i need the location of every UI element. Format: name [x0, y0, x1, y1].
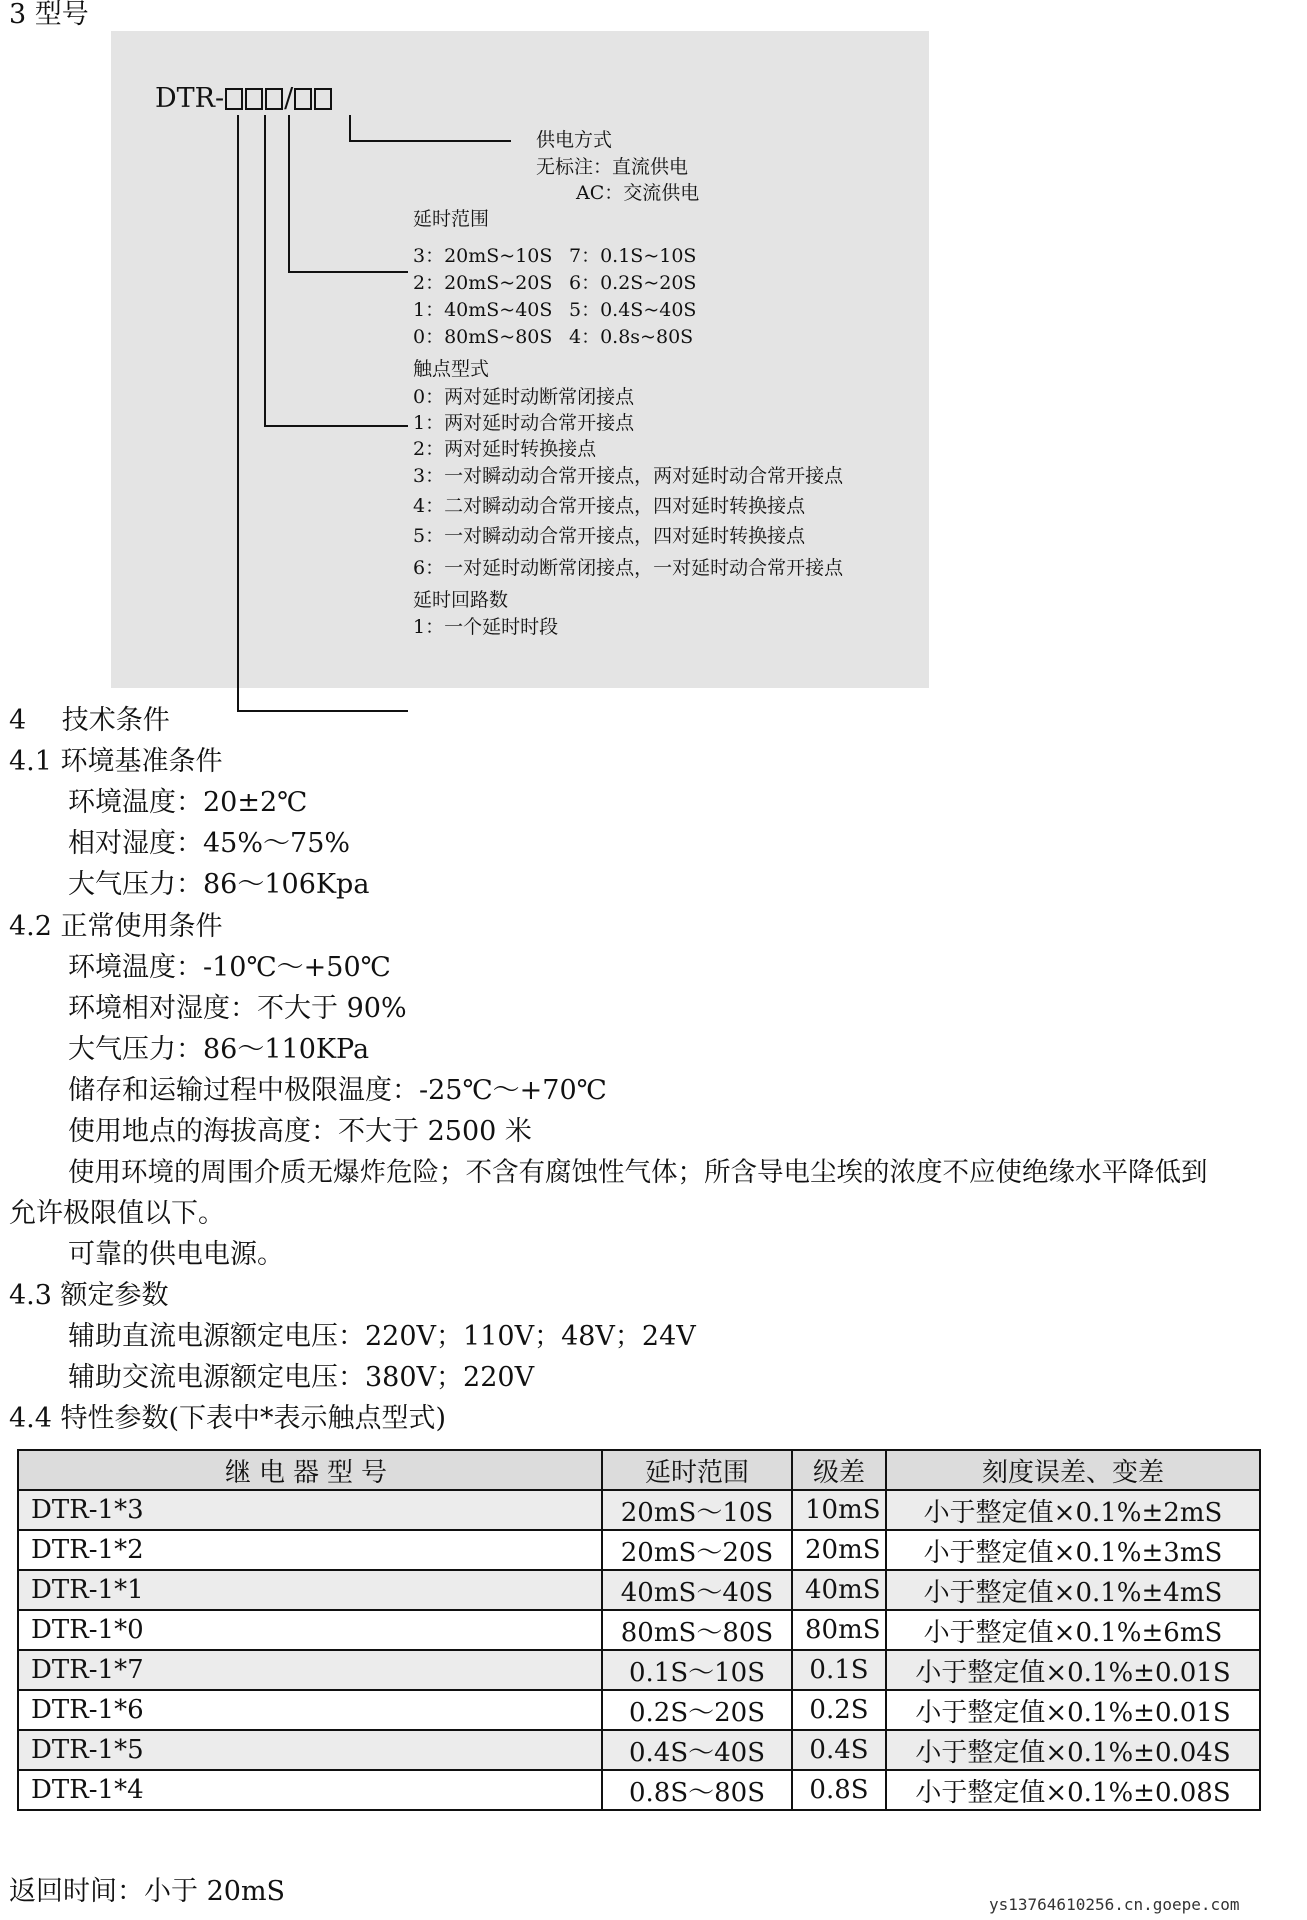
range-row: 5：0.4S~40S — [569, 299, 697, 321]
table-cell: DTR-1*7 — [18, 1650, 602, 1690]
table-cell: 0.1S — [792, 1650, 886, 1690]
table-cell: 小于整定值×0.1%±6mS — [886, 1610, 1260, 1650]
power-label: 供电方式 — [536, 129, 613, 151]
section-3-heading: 3 型号 — [9, 0, 89, 30]
contact-item: 4：二对瞬动动合常开接点，四对延时转换接点 — [413, 495, 806, 517]
table-header-row — [18, 1450, 1260, 1490]
range-row: 1：40mS~40S — [413, 299, 553, 321]
range-row: 7：0.1S~10S — [569, 245, 697, 267]
section-4-heading: 4 技术条件 — [9, 705, 170, 736]
code-box-2 — [245, 88, 263, 110]
return-time: 返回时间：小于 20mS — [9, 1876, 286, 1907]
characteristics-table — [17, 1449, 1261, 1811]
table-row — [18, 1650, 1260, 1690]
table-cell: 0.1S～10S — [602, 1650, 792, 1690]
model-code — [155, 83, 333, 115]
circuit-connector-h — [237, 710, 408, 712]
model-slash: / — [284, 83, 294, 114]
table-cell: 20mS～10S — [602, 1490, 792, 1530]
body-paragraph: 使用环境的周围介质无爆炸危险；不含有腐蚀性气体；所含导电尘埃的浓度不应使绝缘水平降低到 — [68, 1157, 1208, 1188]
table-cell: 80mS — [792, 1610, 886, 1650]
body-line: 环境温度：-10℃～+50℃ — [68, 952, 391, 983]
body-line: 环境相对湿度：不大于 90% — [68, 993, 407, 1024]
section-4-4-heading: 4.4 特性参数(下表中*表示触点型式) — [9, 1403, 447, 1434]
range-row: 4：0.8s~80S — [569, 326, 694, 348]
range-row: 0：80mS~80S — [413, 326, 553, 348]
contact-item: 3：一对瞬动动合常开接点，两对延时动合常开接点 — [413, 465, 844, 487]
table-cell: 小于整定值×0.1%±2mS — [886, 1490, 1260, 1530]
table-cell: 小于整定值×0.1%±0.08S — [886, 1770, 1260, 1810]
range-connector-v — [288, 115, 290, 273]
model-prefix: DTR- — [155, 83, 225, 114]
body-line: 相对湿度：45%～75% — [68, 828, 351, 859]
range-connector-h — [288, 271, 408, 273]
code-box-1 — [225, 88, 243, 110]
table-cell: 小于整定值×0.1%±3mS — [886, 1530, 1260, 1570]
table-cell: 小于整定值×0.1%±0.04S — [886, 1730, 1260, 1770]
body-line: 大气压力：86～106Kpa — [68, 869, 370, 900]
body-line: 可靠的供电电源。 — [68, 1239, 284, 1270]
table-cell: DTR-1*3 — [18, 1490, 602, 1530]
table-cell: 0.8S～80S — [602, 1770, 792, 1810]
range-row: 2：20mS~20S — [413, 272, 553, 294]
table-cell: 0.2S～20S — [602, 1690, 792, 1730]
section-4-3-heading: 4.3 额定参数 — [9, 1280, 169, 1311]
power-connector-h — [349, 140, 511, 142]
contact-item: 0：两对延时动断常闭接点 — [413, 386, 635, 408]
table-header: 刻度误差、变差 — [886, 1450, 1260, 1490]
table-row — [18, 1690, 1260, 1730]
table-cell: 小于整定值×0.1%±0.01S — [886, 1650, 1260, 1690]
body-line: 储存和运输过程中极限温度：-25℃～+70℃ — [68, 1075, 607, 1106]
code-box-5 — [314, 88, 332, 110]
table-cell: 0.4S～40S — [602, 1730, 792, 1770]
model-code-diagram — [111, 31, 929, 688]
table-cell: DTR-1*0 — [18, 1610, 602, 1650]
contact-label: 触点型式 — [413, 358, 490, 380]
body-line: 辅助交流电源额定电压：380V；220V — [68, 1362, 535, 1393]
table-row — [18, 1730, 1260, 1770]
code-box-4 — [294, 88, 312, 110]
contact-item: 6：一对延时动断常闭接点，一对延时动合常开接点 — [413, 557, 844, 579]
table-row — [18, 1490, 1260, 1530]
table-cell: 40mS～40S — [602, 1570, 792, 1610]
table-row — [18, 1530, 1260, 1570]
table-cell: 小于整定值×0.1%±0.01S — [886, 1690, 1260, 1730]
power-option-dc: 无标注：直流供电 — [536, 156, 689, 178]
table-cell: 0.8S — [792, 1770, 886, 1810]
contact-item: 5：一对瞬动动合常开接点，四对延时转换接点 — [413, 525, 806, 547]
power-connector-v — [349, 115, 351, 142]
contact-connector-h — [264, 425, 408, 427]
contact-connector-v — [264, 115, 266, 427]
section-4-2-heading: 4.2 正常使用条件 — [9, 911, 223, 942]
body-line: 辅助直流电源额定电压：220V；110V；48V；24V — [68, 1321, 696, 1352]
table-header: 级差 — [792, 1450, 886, 1490]
contact-item: 2：两对延时转换接点 — [413, 438, 597, 460]
table-header: 延时范围 — [602, 1450, 792, 1490]
table-cell: 10mS — [792, 1490, 886, 1530]
table-cell: 20mS — [792, 1530, 886, 1570]
range-row: 3：20mS~10S — [413, 245, 553, 267]
table-row — [18, 1610, 1260, 1650]
code-box-3 — [265, 88, 283, 110]
watermark-url: ys13764610256.cn.goepe.com — [989, 1895, 1240, 1914]
table-cell: 0.2S — [792, 1690, 886, 1730]
contact-item: 1：两对延时动合常开接点 — [413, 412, 635, 434]
section-4-1-heading: 4.1 环境基准条件 — [9, 746, 223, 777]
table-cell: DTR-1*2 — [18, 1530, 602, 1570]
body-line: 使用地点的海拔高度：不大于 2500 米 — [68, 1116, 532, 1147]
range-row: 6：0.2S~20S — [569, 272, 697, 294]
table-cell: 40mS — [792, 1570, 886, 1610]
table-cell: 80mS～80S — [602, 1610, 792, 1650]
body-line: 大气压力：86～110KPa — [68, 1034, 370, 1065]
circuit-connector-v — [237, 115, 239, 712]
body-line: 环境温度：20±2℃ — [68, 787, 308, 818]
table-cell: DTR-1*1 — [18, 1570, 602, 1610]
range-label: 延时范围 — [413, 208, 490, 230]
table-header: 继电器型号 — [18, 1450, 602, 1490]
body-paragraph-cont: 允许极限值以下。 — [9, 1198, 225, 1229]
table-cell: 20mS～20S — [602, 1530, 792, 1570]
table-cell: DTR-1*4 — [18, 1770, 602, 1810]
table-cell: 小于整定值×0.1%±4mS — [886, 1570, 1260, 1610]
table-cell: DTR-1*5 — [18, 1730, 602, 1770]
circuit-item: 1：一个延时时段 — [413, 616, 559, 638]
table-row — [18, 1770, 1260, 1810]
table-cell: DTR-1*6 — [18, 1690, 602, 1730]
circuit-label: 延时回路数 — [413, 589, 509, 611]
table-row — [18, 1570, 1260, 1610]
power-option-ac: AC：交流供电 — [576, 182, 700, 204]
table-cell: 0.4S — [792, 1730, 886, 1770]
